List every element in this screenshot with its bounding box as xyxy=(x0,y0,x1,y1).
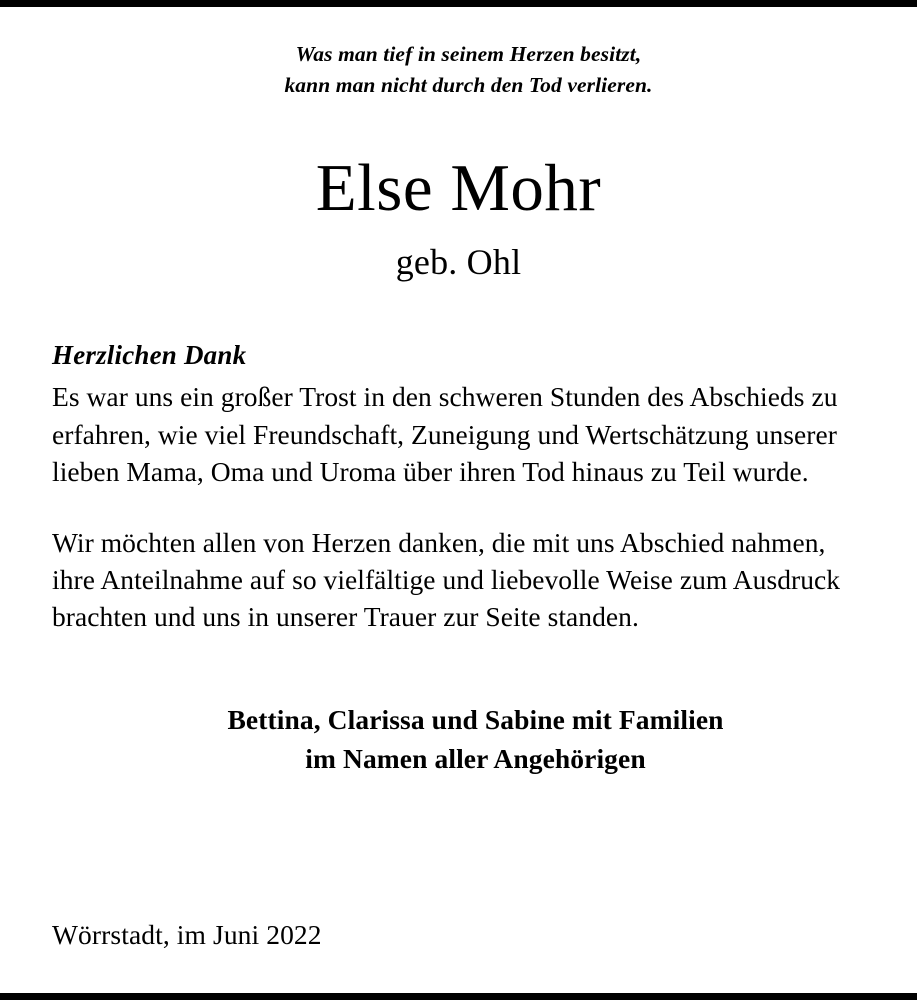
thanks-heading: Herzlichen Dank xyxy=(52,340,247,371)
thanks-paragraph-1: Es war uns ein großer Trost in den schweren Stunden des Abschieds zu erfahren, wie viel Freundschaft, Zuneigung und Wertschätzung unserer lieben Mama, Oma und Uroma über ihren Tod hinaus zu Teil wurde. xyxy=(52,381,838,488)
epitaph-quote xyxy=(82,39,855,101)
deceased-name-block xyxy=(52,151,865,283)
epitaph-line-1: Was man tief in seinem Herzen besitzt, xyxy=(295,42,642,66)
signers-line-1: Bettina, Clarissa und Sabine mit Familien xyxy=(227,703,724,735)
deceased-maiden-name: geb. Ohl xyxy=(395,242,522,283)
place-and-date: Wörrstadt, im Juni 2022 xyxy=(52,919,322,950)
signers-line-2: im Namen aller Angehörigen xyxy=(305,742,646,774)
epitaph-line-2: kann man nicht durch den Tod verlieren. xyxy=(284,73,653,98)
signers-block xyxy=(52,700,865,778)
deceased-name: Else Mohr xyxy=(315,151,602,226)
thanks-paragraph-2: Wir möchten allen von Herzen danken, die mit uns Abschied nahmen, ihre Anteilnahme auf so vielfältige und liebevolle Weise zum Ausdruck brachten und uns in unserer Trauer zur Seite standen. xyxy=(52,526,841,633)
thanks-body xyxy=(52,378,865,635)
